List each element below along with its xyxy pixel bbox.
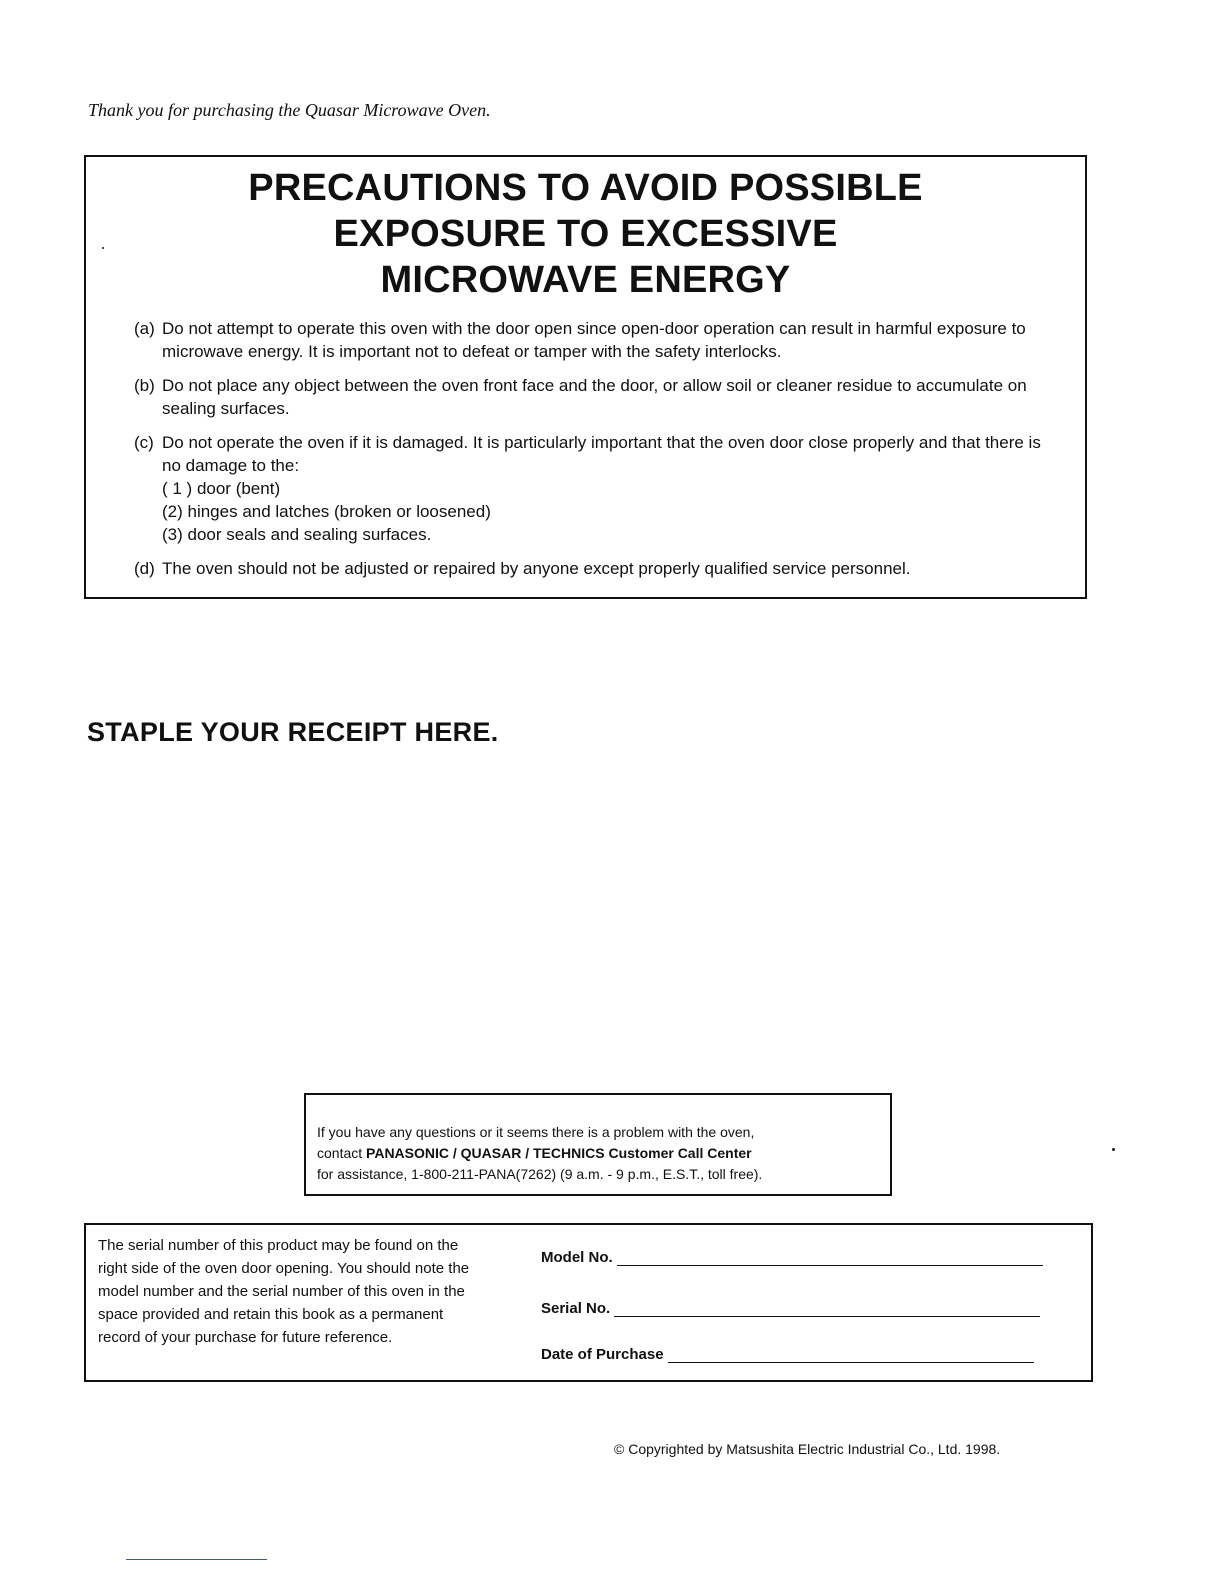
title-line: MICROWAVE ENERGY: [380, 259, 791, 301]
help-line-2: [317, 1143, 890, 1164]
scan-speck: [1112, 1148, 1115, 1151]
precautions-list: [134, 317, 1045, 591]
intro-text: Thank you for purchasing the Quasar Microwave Oven.: [88, 100, 491, 120]
item-label: (b): [134, 376, 155, 395]
item-label: (d): [134, 559, 155, 578]
item-text: Do not place any object between the oven front face and the door, or allow soil or cleaner residue to accumulate on sealing surfaces.: [162, 376, 1027, 418]
date-of-purchase-label: Date of Purchase: [541, 1346, 664, 1363]
help-line-3: for assistance, 1-800-211-PANA(7262) (9 a.m. - 9 p.m., E.S.T., toll free).: [317, 1166, 763, 1182]
date-of-purchase-field[interactable]: [541, 1346, 1034, 1363]
date-of-purchase-line[interactable]: [668, 1346, 1034, 1363]
serial-note: The serial number of this product may be found on the right side of the oven door opening. You should note the model number and the serial number of this oven in the space provided and retain this book as a permanent record of your purchase for future reference.: [98, 1237, 470, 1346]
sub-item: (2) hinges and latches (broken or loosened): [162, 502, 491, 521]
copyright-notice: © Copyrighted by Matsushita Electric Industrial Co., Ltd. 1998.: [614, 1441, 1001, 1457]
serial-record-box: [84, 1223, 1093, 1382]
call-center-name: PANASONIC / QUASAR / TECHNICS Customer Call Center: [366, 1145, 752, 1161]
model-number-line[interactable]: [617, 1249, 1043, 1266]
model-number-label: Model No.: [541, 1249, 613, 1266]
precaution-item-c: [134, 431, 1045, 546]
precautions-title: [86, 165, 1085, 303]
precaution-item-d: [134, 557, 1045, 580]
title-line: EXPOSURE TO EXCESSIVE: [333, 213, 838, 255]
footer-rule: [126, 1559, 267, 1560]
item-label: (a): [134, 319, 155, 338]
sub-item: (3) door seals and sealing surfaces.: [162, 525, 432, 544]
item-text: The oven should not be adjusted or repaired by anyone except properly qualified service personnel.: [162, 559, 911, 578]
item-text: Do not operate the oven if it is damaged. It is particularly important that the oven door close properly and that there is no damage to the:: [162, 433, 1041, 475]
item-label: (c): [134, 433, 154, 452]
scan-speck: [102, 247, 104, 249]
receipt-heading: STAPLE YOUR RECEIPT HERE.: [87, 717, 499, 747]
serial-number-field[interactable]: [541, 1300, 1040, 1317]
customer-call-center-box: [304, 1093, 892, 1196]
precaution-item-a: [134, 317, 1045, 363]
model-number-field[interactable]: [541, 1249, 1043, 1266]
precautions-box: [84, 155, 1087, 599]
help-line-1: If you have any questions or it seems there is a problem with the oven,: [317, 1124, 755, 1140]
item-text: Do not attempt to operate this oven with the door open since open-door operation can result in harmful exposure to microwave energy. It is important not to defeat or tamper with the safety interlocks.: [162, 319, 1026, 361]
sub-item: ( 1 ) door (bent): [162, 479, 281, 498]
help-line-2-prefix: contact: [317, 1145, 367, 1161]
precaution-item-b: [134, 374, 1045, 420]
serial-number-line[interactable]: [614, 1300, 1040, 1317]
title-line: PRECAUTIONS TO AVOID POSSIBLE: [248, 167, 923, 209]
serial-number-label: Serial No.: [541, 1300, 611, 1317]
